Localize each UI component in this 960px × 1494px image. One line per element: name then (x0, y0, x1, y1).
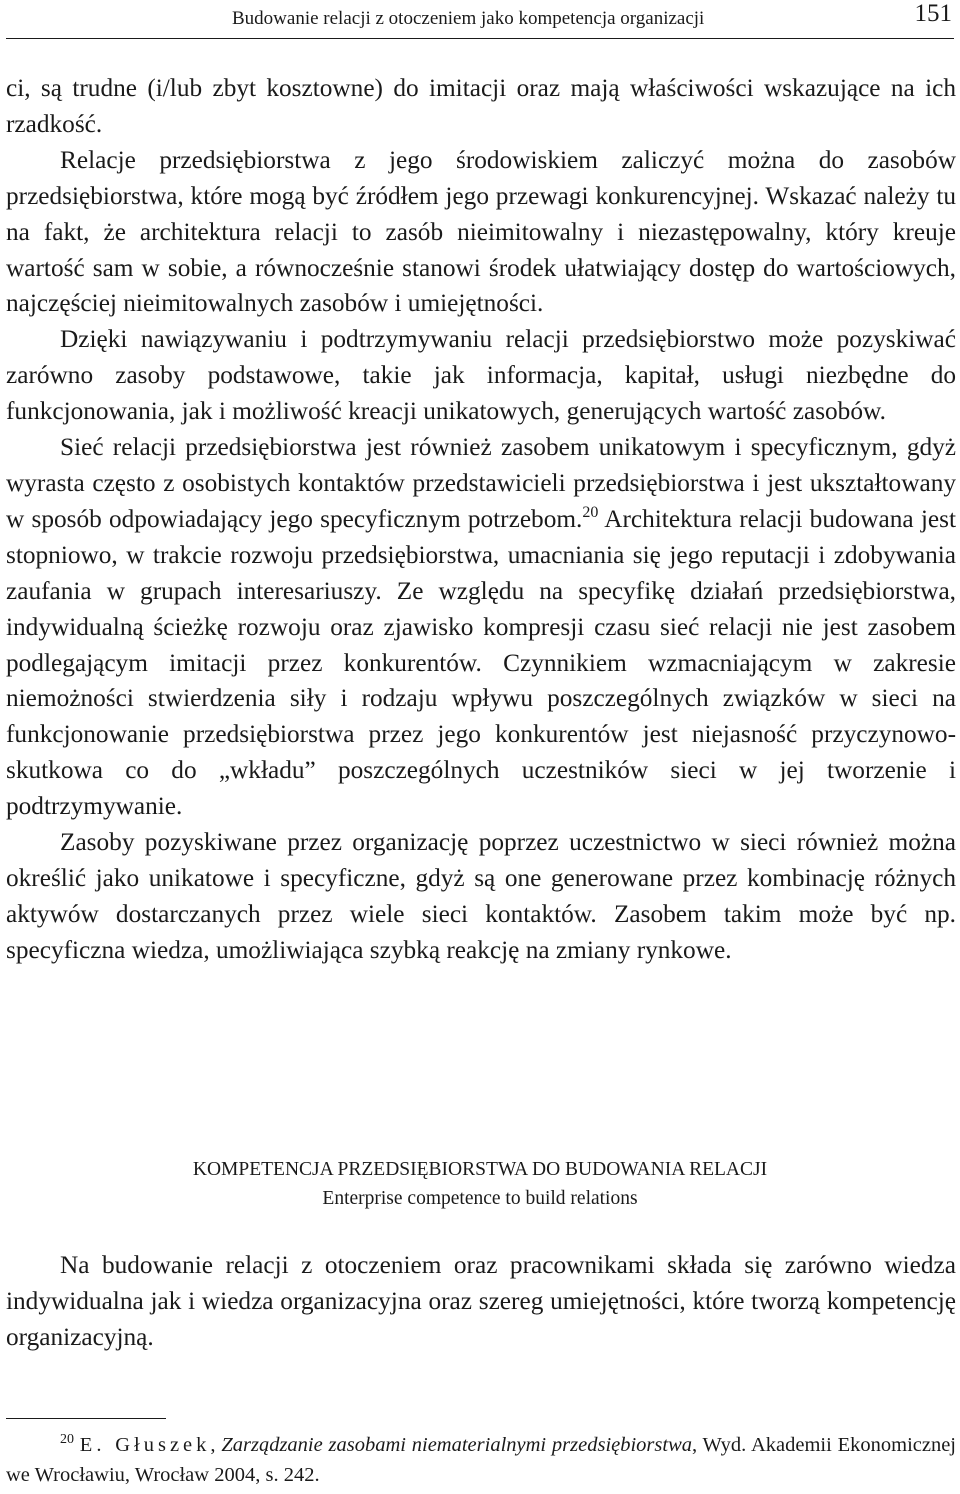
footnote-number: 20 (60, 1432, 74, 1447)
paragraph-2: Relacje przedsiębiorstwa z jego środowiskiem zaliczyć można do zasobów przedsiębiorstwa, które mogą być źródłem jego przewagi konkurencyjnej. Wskazać należy tu na fakt, że architektura relacji to zasób nieimitowalny i niezastępowalny, który kreuje wartość sam w sobie, a równocześnie stanowi środek ułatwiający dostęp do wartościowych, najczęściej nieimitowalnych zasobów i umiejętności. (6, 145, 956, 318)
section-heading (0, 1155, 960, 1213)
paragraph-4 (6, 430, 956, 825)
section-paragraph-1: Na budowanie relacji z otoczeniem oraz pracownikami składa się zarówno wiedza indywidualna jak i wiedza organizacyjna oraz szereg umiejętności, które tworzą kompetencję organizacyjną. (6, 1251, 956, 1351)
paragraph-4-part-a: Sieć relacji przedsiębiorstwa jest również zasobem unikatowym i specyficznym, gdyż wyrasta często z osobistych kontaktów przedstawicieli przedsiębiorstwa i jest ukształtowany w sposób odpowiadający jego specyficznym potrzebom. (6, 433, 956, 533)
section-title: KOMPETENCJA PRZEDSIĘBIORSTWA DO BUDOWANIA RELACJI (192, 1159, 768, 1180)
page-header (0, 0, 960, 40)
footnote-author: E. Głuszek (79, 1434, 211, 1456)
paragraph-3: Dzięki nawiązywaniu i podtrzymywaniu relacji przedsiębiorstwo może pozyskiwać zarówno zasoby podstawowe, takie jak informacja, kapitał, usługi niezbędne do funkcjonowania, jak i możliwość kreacji unikatowych, generujących wartość zasobów. (6, 325, 956, 426)
paragraph-5: Zasoby pozyskiwane przez organizację poprzez uczestnictwo w sieci również można określić jako unikatowe i specyficzne, gdyż są one generowane przez kombinację różnych aktywów dostarczanych przez wiele sieci kontaktów. Zasobem takim może być np. specyficzna wiedza, umożliwiająca szybką reakcję na zmiany rynkowe. (6, 828, 956, 964)
footnote (6, 1430, 956, 1490)
paragraph-4-part-b: Architektura relacji budowana jest stopniowo, w trakcie rozwoju przedsiębiorstwa, umacniania się jego reputacji i zdobywania zaufania w grupach interesariuszy. Ze względu na specyfikę działań przedsiębiorstwa, indywidualną ścieżkę rozwoju oraz zjawisko kompresji czasu sieć relacji nie jest zasobem podlegającym imitacji przez konkurentów. Czynnikiem wzmacniającym w zakresie niemożności stwierdzenia siły i rodzaju wpływu poszczególnych związków w sieci na funkcjonowanie przedsiębiorstwa przez jego konkurentów jest niejasność przyczynowo-skutkowa co do „wkładu” poszczególnych uczestników sieci w jej tworzenie i podtrzymywanie. (6, 504, 956, 821)
header-rule (6, 38, 954, 39)
paragraph-1: ci, są trudne (i/lub zbyt kosztowne) do imitacji oraz mają właściwości wskazujące na ich rzadkość. (6, 74, 956, 138)
running-head: Budowanie relacji z otoczeniem jako kompetencja organizacji (232, 8, 705, 29)
footnote-separator: , (210, 1434, 222, 1456)
section-body (6, 1247, 956, 1355)
footnote-rule (6, 1418, 166, 1419)
body-text (6, 71, 956, 969)
footnote-title: Zarządzanie zasobami niematerialnymi przedsiębiorstwa (221, 1434, 693, 1456)
page-number: 151 (914, 0, 952, 27)
section-subtitle: Enterprise competence to build relations (322, 1188, 638, 1209)
footnote-reference[interactable]: 20 (582, 503, 599, 521)
footnote-rest: , Wyd. Akademii Ekonomicznej we Wrocławiu, Wrocław 2004, s. 242. (6, 1434, 957, 1486)
